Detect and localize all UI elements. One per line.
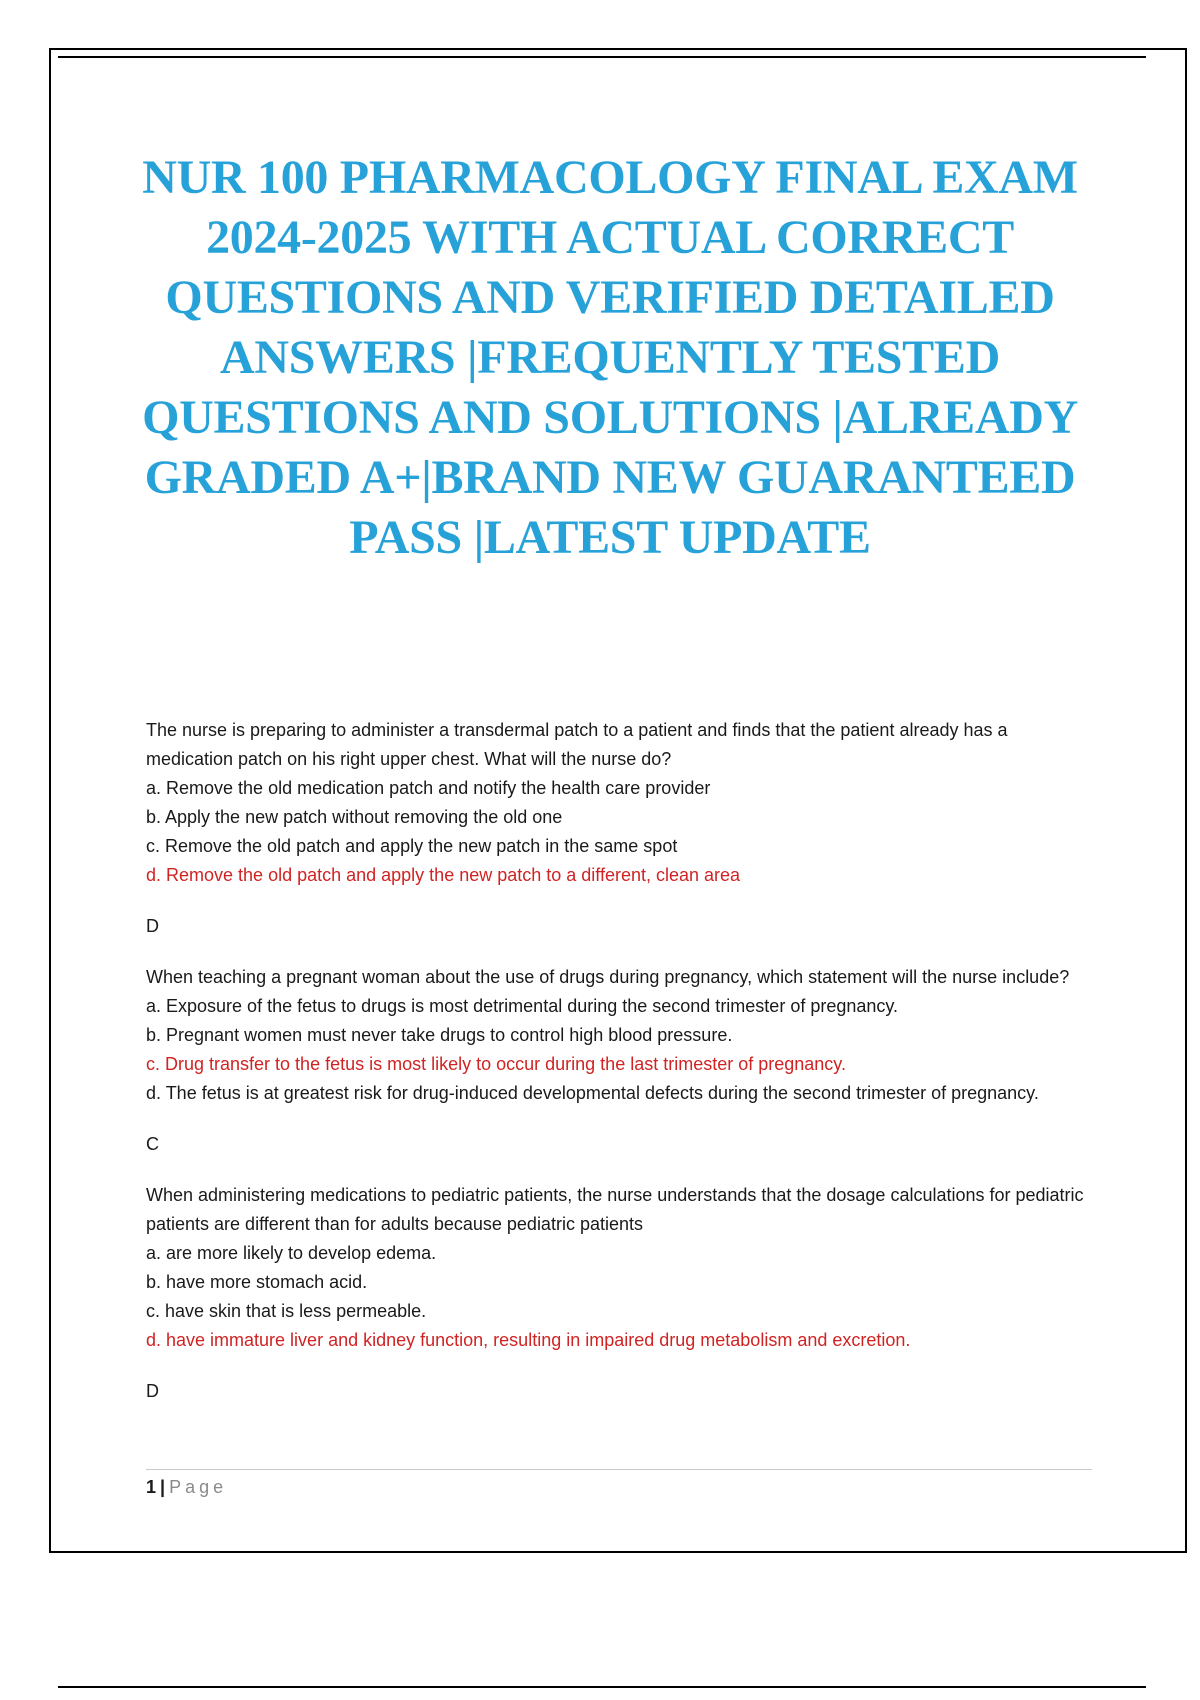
answer-key: D <box>146 1381 159 1401</box>
option-b: b. Apply the new patch without removing the old one <box>146 807 563 827</box>
question-stem: The nurse is preparing to administer a transdermal patch to a patient and finds that the patient already has a medication patch on his right upper chest. What will the nurse do? <box>146 720 1008 769</box>
question-3 <box>146 1181 1096 1406</box>
answer-key: D <box>146 916 159 936</box>
option-b: b. Pregnant women must never take drugs to control high blood pressure. <box>146 1025 733 1045</box>
footer-rule <box>146 1469 1092 1470</box>
option-d: d. The fetus is at greatest risk for drug-induced developmental defects during the second trimester of pregnancy. <box>146 1083 1039 1103</box>
page-footer <box>146 1474 227 1500</box>
document-title: NUR 100 PHARMACOLOGY FINAL EXAM 2024-2025 WITH ACTUAL CORRECT QUESTIONS AND VERIFIED DETAILED ANSWERS |FREQUENTLY TESTED QUESTIONS AND SOLUTIONS |ALREADY GRADED A+|BRAND NEW GUARANTEED PASS |LATEST UPDATE <box>142 151 1078 564</box>
option-a: a. Exposure of the fetus to drugs is most detrimental during the second trimester of pregnancy. <box>146 996 899 1016</box>
question-stem: When teaching a pregnant woman about the use of drugs during pregnancy, which statement will the nurse include? <box>146 967 1070 987</box>
option-c-correct: c. Drug transfer to the fetus is most likely to occur during the last trimester of pregnancy. <box>146 1054 846 1074</box>
option-a: a. are more likely to develop edema. <box>146 1243 437 1263</box>
page-separator: | <box>160 1477 166 1497</box>
top-rule <box>58 56 1146 58</box>
question-1 <box>146 716 1096 941</box>
option-c: c. have skin that is less permeable. <box>146 1301 427 1321</box>
question-2 <box>146 963 1096 1159</box>
answer-key: C <box>146 1134 159 1154</box>
question-list <box>146 716 1096 1428</box>
question-stem: When administering medications to pediatric patients, the nurse understands that the dosage calculations for pediatric patients are different than for adults because pediatric patients <box>146 1185 1084 1234</box>
option-c: c. Remove the old patch and apply the new patch in the same spot <box>146 836 678 856</box>
option-d-correct: d. Remove the old patch and apply the new patch to a different, clean area <box>146 865 741 885</box>
page-label: Page <box>169 1477 228 1497</box>
option-d-correct: d. have immature liver and kidney function, resulting in impaired drug metabolism and excretion. <box>146 1330 911 1350</box>
option-a: a. Remove the old medication patch and notify the health care provider <box>146 778 711 798</box>
option-b: b. have more stomach acid. <box>146 1272 368 1292</box>
page-number: 1 <box>146 1477 157 1497</box>
bottom-rule <box>58 1686 1146 1688</box>
